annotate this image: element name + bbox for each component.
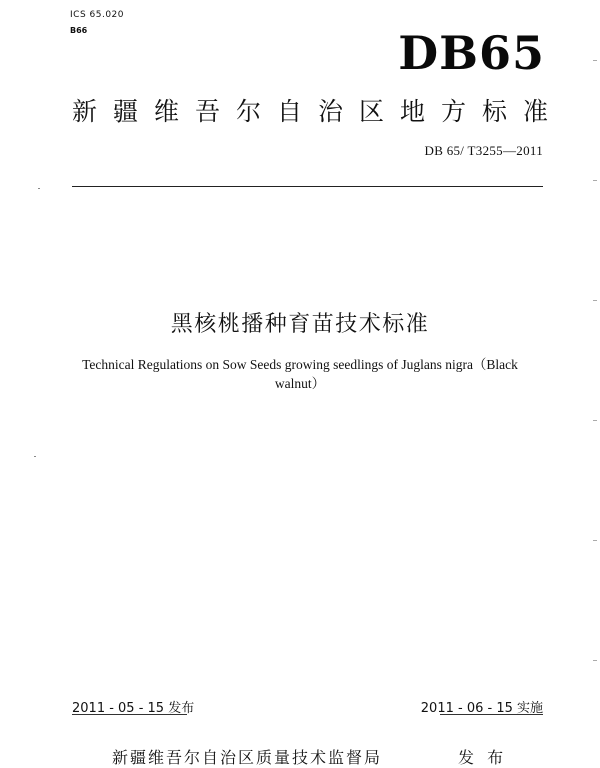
issuing-authority: 新疆维吾尔自治区质量技术监督局 [112,748,383,767]
publish-date-underline [72,714,187,715]
title-en-line-2: walnut） [274,376,326,391]
issued-label: 发 布 [458,748,508,767]
scan-speck [38,188,40,189]
document-title-chinese: 黑核桃播种育苗技术标准 [170,312,430,337]
publish-date: 2011 - 05 - 15 发布 [72,701,195,716]
effective-date: 2011 - 06 - 15 实施 [420,701,543,716]
scan-edge-mark [593,300,597,301]
scan-edge-mark [593,660,597,661]
header-divider [72,186,543,187]
standard-logo: DB65 [398,26,545,80]
standard-type-heading: 新疆维吾尔自治区地方标准 [72,97,565,126]
scan-speck [34,456,36,457]
ics-code: ICS 65.020 [70,10,125,20]
effective-date-underline [440,714,543,715]
classification-code: B66 [70,26,88,35]
scan-edge-mark [593,180,597,181]
standard-number: DB 65/ T3255—2011 [424,143,543,158]
scan-edge-mark [593,60,597,61]
scan-edge-mark [593,420,597,421]
scan-edge-mark [593,540,597,541]
document-title-english [0,355,600,393]
title-en-line-1: Technical Regulations on Sow Seeds growing seedlings of Juglans nigra（Black [82,357,518,372]
